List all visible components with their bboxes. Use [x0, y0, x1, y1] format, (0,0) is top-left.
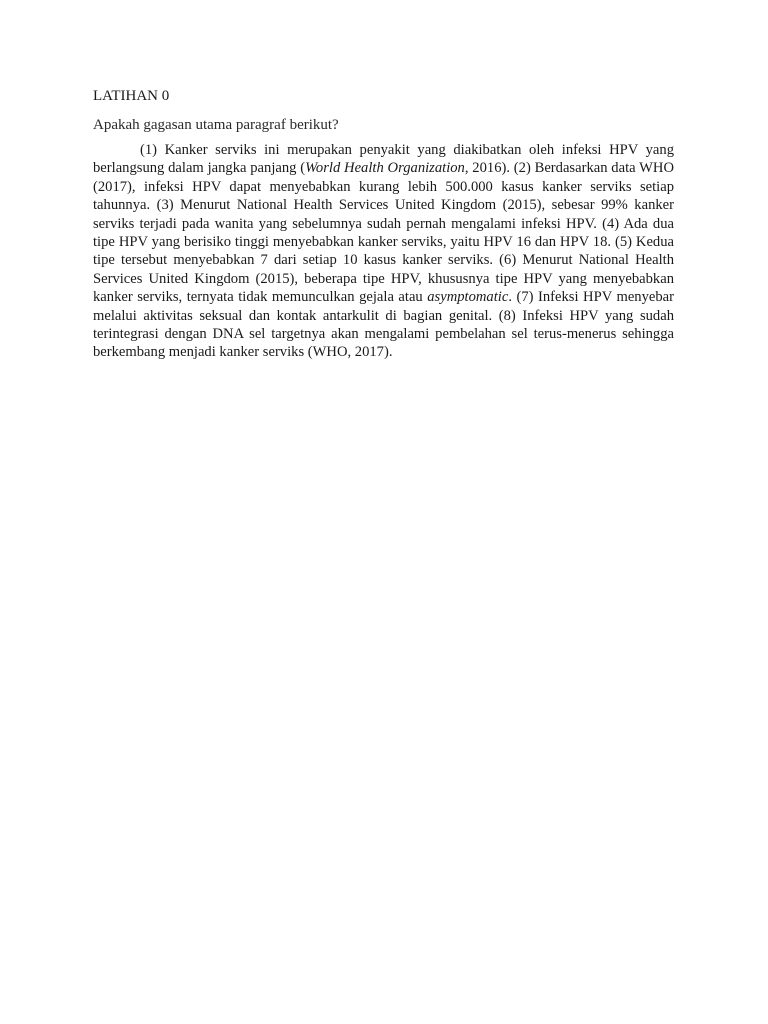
- paragraph-text-part-2: , 2016). (2) Berdasarkan data WHO (2017), infeksi HPV dapat menyebabkan kurang lebih 500.000 kasus kanker serviks setiap tahunnya. (3) Menurut National Health Services United Kingdom (2015), sebesar 99% kanker serviks terjadi pada wanita yang sebelumnya sudah pernah mengalami infeksi HPV. (4) Ada dua tipe HPV yang berisiko tinggi menyebabkan kanker serviks, yaitu HPV 16 dan HPV 18. (5) Kedua tipe tersebut menyebabkan 7 dari setiap 10 kasus kanker serviks. (6) Menurut National Health Services United Kingdom (2015), beberapa tipe HPV, khususnya tipe HPV yang menyebabkan kanker serviks, ternyata tidak memunculkan gejala atau: [93, 160, 674, 306]
- paragraph-text-part-3: . (7) Infeksi HPV menyebar melalui aktivitas seksual dan kontak antarkulit di bagian genital. (8) Infeksi HPV yang sudah terintegrasi dengan DNA sel targetnya akan mengalami pembelahan sel terus-menerus sehingga berkembang menjadi kanker serviks (WHO, 2017).: [93, 289, 675, 361]
- exercise-question: Apakah gagasan utama paragraf berikut?: [93, 117, 339, 133]
- reading-paragraph: [93, 141, 674, 362]
- italic-term-who: World Health Organization: [305, 160, 465, 177]
- document-body: [93, 86, 674, 362]
- paragraph-text-part-1: (1) Kanker serviks ini merupakan penyakit yang diakibatkan oleh infeksi HPV yang berlangsung dalam jangka panjang (: [93, 142, 674, 177]
- italic-term-asymptomatic: asymptomatic: [427, 289, 509, 306]
- exercise-heading: LATIHAN 0: [93, 88, 170, 104]
